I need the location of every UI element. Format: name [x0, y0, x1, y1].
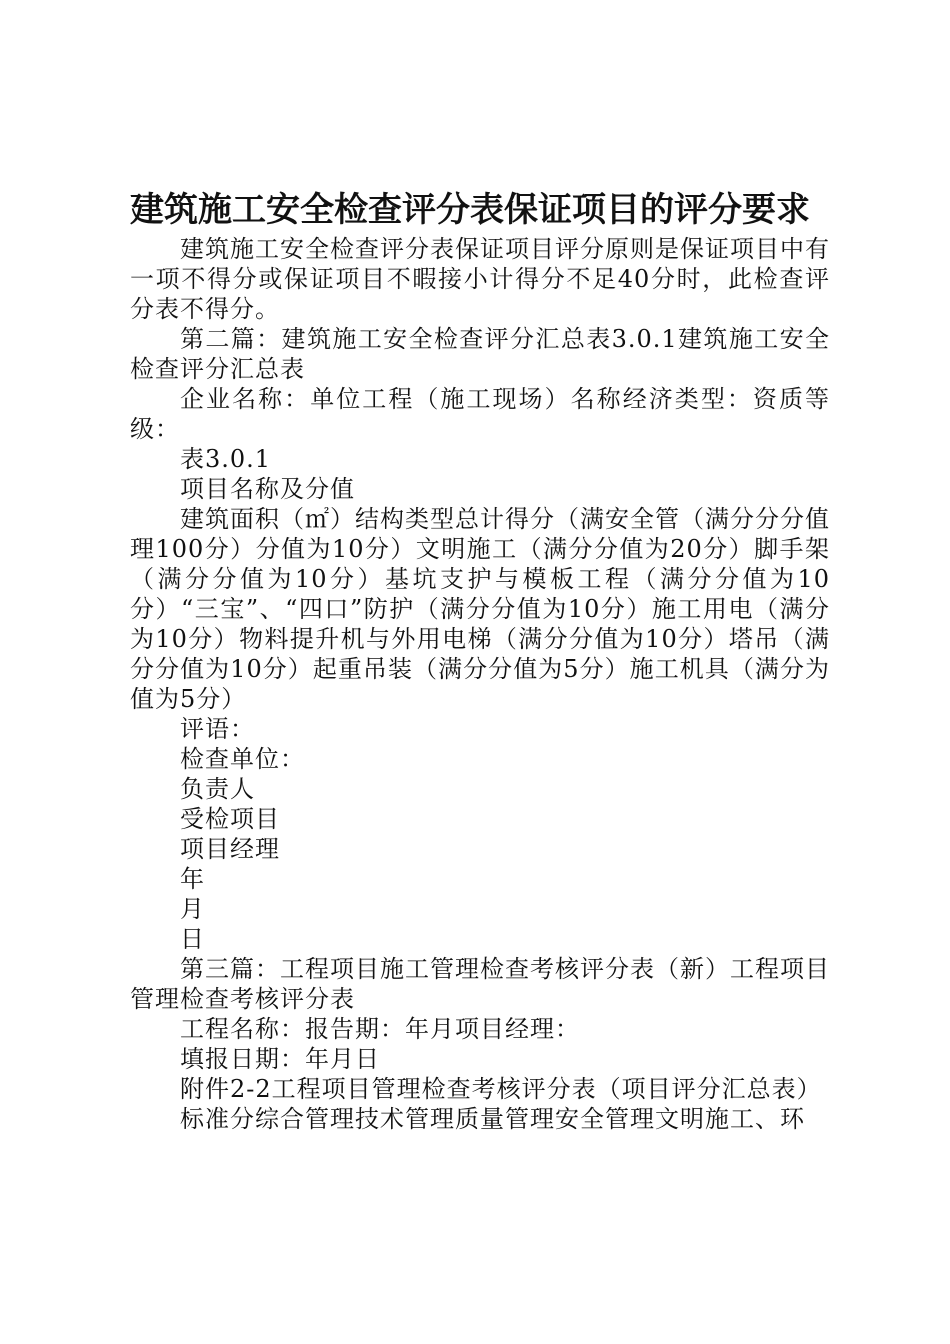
paragraph-item-names: 项目名称及分值: [180, 475, 355, 503]
document-title: 建筑施工安全检查评分表保证项目的评分要求: [130, 190, 810, 230]
paragraph-inspected-project: 受检项目: [180, 805, 280, 833]
paragraph-responsible-person: 负责人: [180, 775, 255, 803]
paragraph-year: 年: [180, 865, 205, 893]
paragraph-comment: 评语：: [180, 715, 255, 743]
paragraph-standard-score: 标准分综合管理技术管理质量管理安全管理文明施工、环: [180, 1105, 805, 1133]
paragraph-project-manager: 项目经理: [180, 835, 280, 863]
paragraph-attachment: 附件2-2工程项目管理检查考核评分表（项目评分汇总表）: [180, 1075, 822, 1103]
paragraph-month: 月: [180, 895, 205, 923]
paragraph-part-three-heading: 第三篇：工程项目施工管理检查考核评分表（新）工程项目管理检查考核评分表: [130, 955, 830, 1013]
paragraph-report-date: 填报日期：年月日: [180, 1045, 380, 1073]
document-page: [130, 186, 830, 1134]
paragraph-day: 日: [180, 925, 205, 953]
paragraph-score-items: 建筑面积（㎡）结构类型总计得分（满安全管（满分分分值理100分）分值为10分）文明施工（满分分值为20分）脚手架（满分分值为10分）基坑支护与模板工程（满分分值为10分）“三宝”、“四口”防护（满分分值为10分）施工用电（满分为10分）物料提升机与外用电梯（满分分值为10分）塔吊（满分分值为10分）起重吊装（满分分值为5分）施工机具（满分为值为5分）: [130, 505, 830, 713]
paragraph-principle: 建筑施工安全检查评分表保证项目评分原则是保证项目中有一项不得分或保证项目不暇接小计得分不足40分时，此检查评分表不得分。: [130, 235, 830, 323]
paragraph-project-name-line: 工程名称：报告期：年月项目经理：: [180, 1015, 580, 1043]
paragraph-part-two-heading: 第二篇：建筑施工安全检查评分汇总表3.0.1建筑施工安全检查评分汇总表: [130, 325, 830, 383]
paragraph-table-number: 表3.0.1: [180, 445, 272, 473]
paragraph-company-info: 企业名称：单位工程（施工现场）名称经济类型：资质等级：: [130, 385, 830, 443]
paragraph-inspection-unit: 检查单位：: [180, 745, 305, 773]
